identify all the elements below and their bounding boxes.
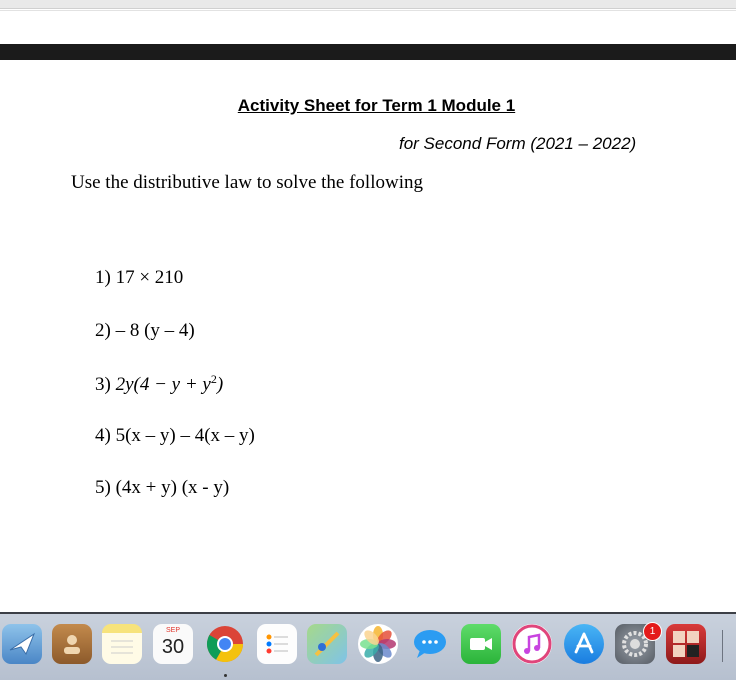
problem-5 [95, 477, 229, 499]
problem-text: (4x + y) (x - y) [115, 477, 230, 498]
dock-separator [722, 630, 723, 662]
calendar-icon[interactable] [153, 624, 193, 664]
problem-text: 5(x – y) – 4(x – y) [115, 425, 255, 446]
problem-number: 1) [95, 267, 111, 288]
problem-math-expression [116, 374, 224, 395]
math-exponent: 2 [210, 372, 217, 386]
messages-icon[interactable] [410, 624, 450, 664]
notification-badge: 1 [643, 622, 662, 641]
calendar-day: 30 [161, 636, 185, 658]
browser-top-bar [0, 0, 736, 9]
problem-number: 3) [95, 374, 111, 395]
chrome-running-indicator [224, 674, 227, 677]
music-icon[interactable] [512, 624, 552, 664]
contacts-icon[interactable] [52, 624, 92, 664]
chrome-icon[interactable] [205, 624, 245, 664]
problem-1 [95, 267, 183, 289]
app-store-icon[interactable] [564, 624, 604, 664]
problem-2 [95, 320, 195, 342]
problem-3 [95, 372, 223, 396]
math-part: ) [216, 374, 224, 395]
page-title: Activity Sheet for Term 1 Module 1 [237, 96, 516, 115]
problem-number: 4) [95, 425, 111, 446]
problem-number: 2) [95, 320, 111, 341]
photo-booth-icon[interactable] [666, 624, 706, 664]
problem-text: – 8 (y – 4) [115, 320, 195, 341]
toolbar-divider [0, 10, 736, 11]
reminders-icon[interactable] [257, 624, 297, 664]
calendar-month: SEP [165, 627, 180, 634]
viewer-header-band [0, 44, 736, 60]
facetime-icon[interactable] [461, 624, 501, 664]
problem-text: 17 × 210 [115, 267, 184, 288]
instructions-text: Use the distributive law to solve the following [71, 172, 423, 193]
problem-number: 5) [95, 477, 111, 498]
problem-4 [95, 425, 255, 447]
math-part: 2y(4 − y + y [115, 374, 211, 395]
page-subtitle: for Second Form (2021 – 2022) [399, 134, 637, 153]
maps-icon[interactable] [307, 624, 347, 664]
notes-icon[interactable] [102, 624, 142, 664]
macos-dock [0, 612, 736, 680]
photos-icon[interactable] [358, 624, 398, 664]
mail-icon[interactable] [2, 624, 42, 664]
